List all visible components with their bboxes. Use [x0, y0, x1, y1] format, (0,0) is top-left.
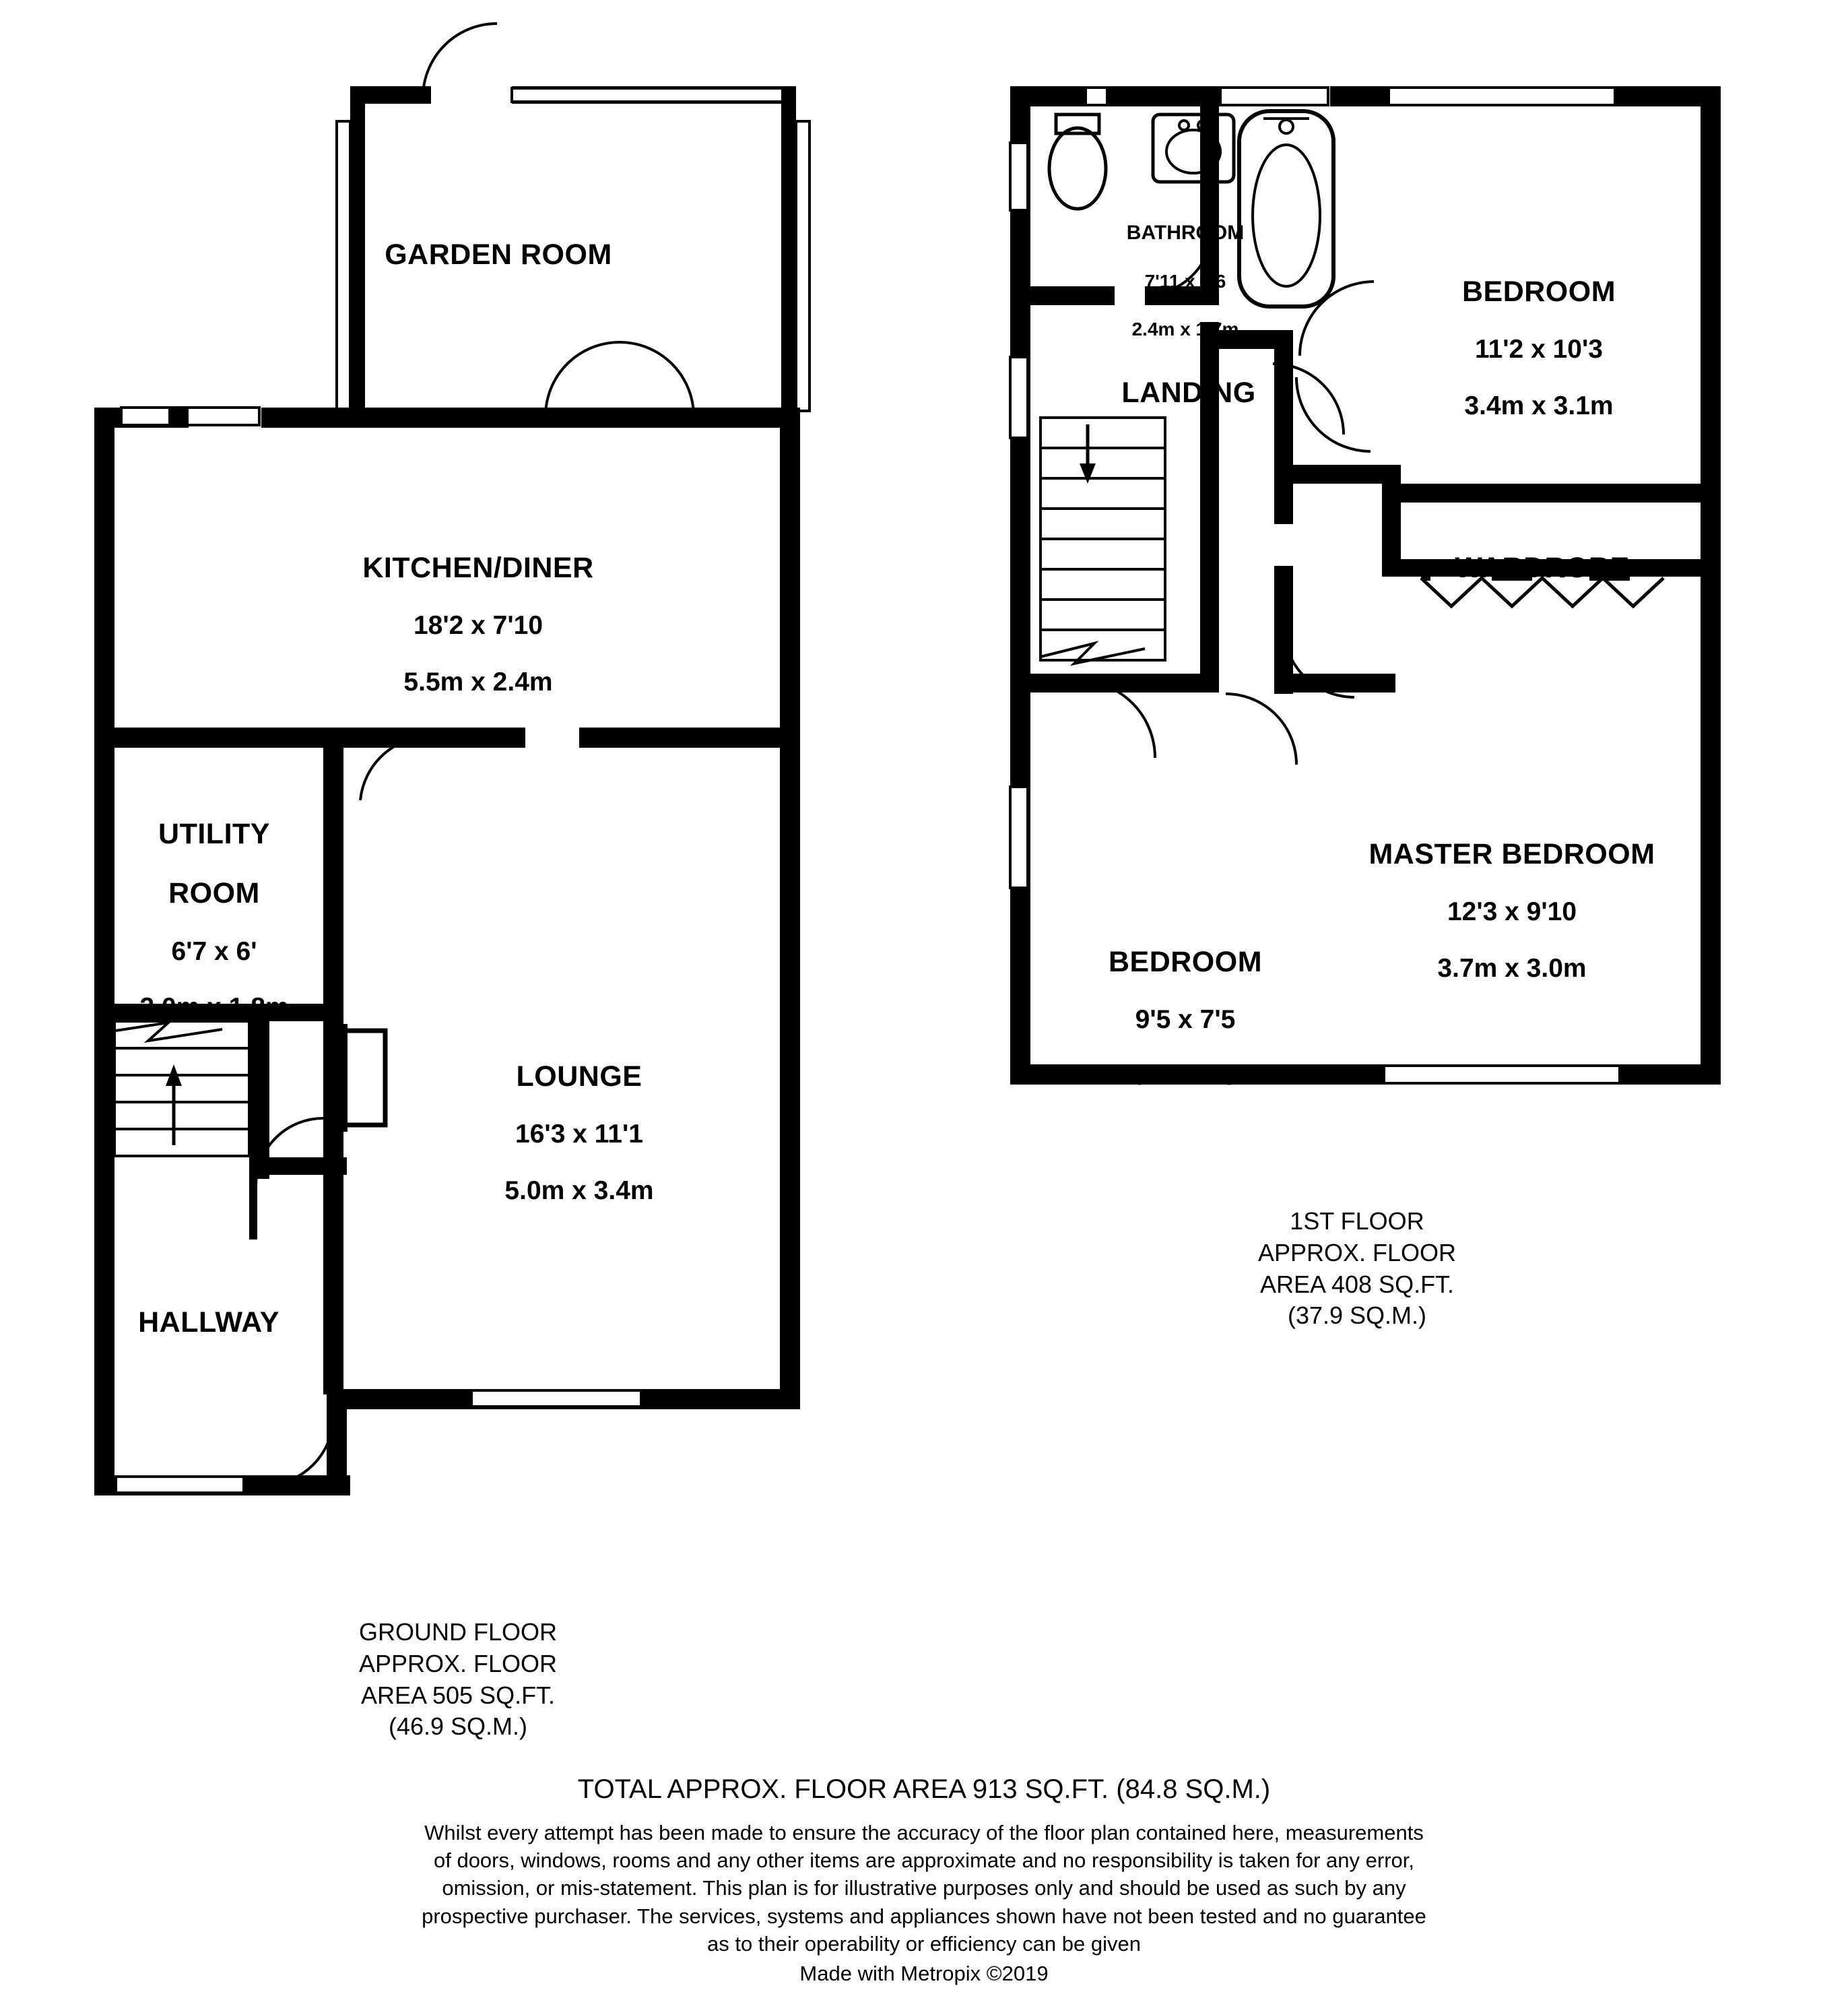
room-label-wardrobe: WARDROBE — [1455, 551, 1630, 584]
ground-floor-stairs — [114, 1021, 249, 1156]
room-label-bathroom: BATHROOM 7'11 x 5'6 2.4m x 1.7m — [1126, 221, 1245, 340]
first-floor-area-summary: 1ST FLOOR APPROX. FLOOR AREA 408 SQ.FT. (37.9 SQ.M.) — [1257, 1207, 1457, 1330]
room-label-garden-room: GARDEN ROOM — [385, 238, 612, 271]
room-label-kitchen-diner: KITCHEN/DINER 18'2 x 7'10 5.5m x 2.4m — [362, 551, 594, 697]
ground-floor-area-summary: GROUND FLOOR APPROX. FLOOR AREA 505 SQ.FT. (46.9 SQ.M.) — [358, 1618, 558, 1741]
credit-text: Made with Metropix ©2019 — [799, 1962, 1049, 1985]
room-label-hallway: HALLWAY — [138, 1306, 279, 1339]
first-floor-stairs — [1041, 418, 1165, 664]
disclaimer-text: Whilst every attempt has been made to ensure the accuracy of the floor plan contained here, measurements of doors, windows, rooms and any other items are approximate and no responsibility is taken for any error, omission, or mis-statement. This plan is for illustrative purposes only and should be used as such by any prospective purchaser. The services, systems and appliances shown have not been tested and no guarantee as to their operability or efficiency can be given — [422, 1821, 1426, 1956]
room-label-utility-room: UTILITY ROOM 6'7 x 6' 2.0m x 1.8m — [139, 817, 289, 1023]
total-floor-area: TOTAL APPROX. FLOOR AREA 913 SQ.FT. (84.8 SQ.M.) — [577, 1774, 1271, 1804]
room-label-bedroom-3: BEDROOM 9'5 x 7'5 2.9m x 2.3m — [1108, 945, 1263, 1091]
room-label-bedroom-2: BEDROOM 11'2 x 10'3 3.4m x 3.1m — [1461, 275, 1616, 420]
room-label-master-bedroom: MASTER BEDROOM 12'3 x 9'10 3.7m x 3.0m — [1368, 837, 1655, 983]
room-label-lounge: LOUNGE 16'3 x 11'1 5.0m x 3.4m — [504, 1060, 654, 1205]
room-label-landing: LANDING — [1121, 376, 1256, 409]
